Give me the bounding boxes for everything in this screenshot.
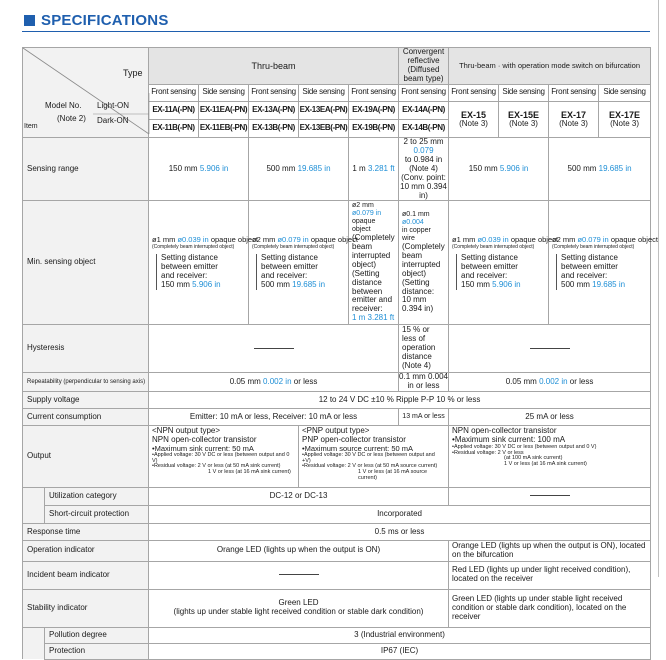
setting-distance-block xyxy=(456,254,545,290)
row-label-output: Output xyxy=(23,426,149,488)
value-metric: 150 mm xyxy=(168,163,198,173)
sensing-range-value xyxy=(249,137,349,201)
model-no-label: Model No. xyxy=(45,101,82,110)
row-label-min-sensing: Min. sensing object xyxy=(23,201,149,325)
row-label-pollution: Pollution degree xyxy=(45,627,149,643)
model-switch-cell xyxy=(499,101,549,137)
value-text: NPN open-collector transistor xyxy=(452,426,557,435)
min-sensing-value-conv xyxy=(399,201,449,325)
utilization-value: DC-12 or DC-13 xyxy=(149,488,449,506)
value-text: and receiver: xyxy=(261,270,308,280)
side-sensing-label: Side sensing xyxy=(599,84,651,101)
repeatability-value xyxy=(149,373,399,392)
model-dark-on: EX-11B(-PN) xyxy=(149,119,199,137)
value-text: 1 V or less (at 16 mA source current) xyxy=(358,469,428,481)
value-note: (Completely beam interrupted object) xyxy=(552,243,635,250)
list-item: • Maximum sink current: 50 mA xyxy=(152,445,295,453)
model-switch: EX-15E xyxy=(508,109,540,120)
model-light-on: EX-19A(-PN) xyxy=(349,101,399,119)
note3-label: (Note 3) xyxy=(559,118,588,128)
value-note: (Setting distance: xyxy=(402,277,435,296)
output-npn-list xyxy=(152,445,295,470)
value-text: and receiver: xyxy=(461,270,508,280)
model-dark-on: EX-19B(-PN) xyxy=(349,119,399,137)
value-metric: 150 mm xyxy=(161,279,190,289)
utilization-value xyxy=(449,488,651,506)
list-item: • Applied voltage: 30 V DC or less (between output and 0 V) xyxy=(152,453,295,465)
model-light-on: EX-14A(-PN) xyxy=(399,101,449,119)
hysteresis-value xyxy=(449,325,651,373)
value-metric: ø2 mm xyxy=(552,235,576,245)
value-metric: ø2 mm xyxy=(252,235,276,245)
value-metric: 500 mm xyxy=(567,163,597,173)
value-inch: 19.685 in xyxy=(292,279,326,289)
item-label: Item xyxy=(24,123,38,130)
row-label-hysteresis: Hysteresis xyxy=(23,325,149,373)
front-sensing-label: Front sensing xyxy=(149,84,199,101)
row-label-operation-indicator: Operation indicator xyxy=(23,541,149,562)
protection-value: IP67 (IEC) xyxy=(149,643,651,659)
light-on-label: Light-ON xyxy=(97,101,130,110)
model-switch: EX-17E xyxy=(609,109,641,120)
value-note: (Completely xyxy=(352,232,395,242)
value-note: (Completely beam interrupted object) xyxy=(252,243,335,250)
title-underline xyxy=(22,31,650,32)
not-applicable-dash xyxy=(530,348,570,349)
not-applicable-dash xyxy=(279,574,319,575)
front-sensing-label: Front sensing xyxy=(349,84,399,101)
incident-indicator-value xyxy=(149,561,449,589)
front-sensing-label: Front sensing xyxy=(549,84,599,101)
min-sensing-value xyxy=(349,201,399,325)
value-text: NPN open-collector transistor xyxy=(152,434,257,444)
sensing-range-value xyxy=(449,137,549,201)
value-text: <PNP output type> xyxy=(302,426,370,435)
model-switch: EX-15 xyxy=(461,109,487,120)
value-note: 10 mm 0.394 in) xyxy=(402,295,434,314)
value-note: emitter and receiver: xyxy=(352,295,393,314)
min-sensing-value xyxy=(249,201,358,325)
hysteresis-value xyxy=(149,325,399,373)
value-inch: 0.002 in xyxy=(263,376,292,386)
list-item: • Maximum sink current: 100 mA xyxy=(452,436,647,445)
dark-on-label: Dark-ON xyxy=(97,116,129,125)
value-metric: 500 mm xyxy=(266,163,296,173)
value-inch: 5.906 in xyxy=(192,279,221,289)
current-value: 25 mA or less xyxy=(449,409,651,426)
value-text: between emitter xyxy=(161,261,218,271)
value-note: beam xyxy=(352,241,373,251)
row-label-short-circuit: Short-circuit protection xyxy=(45,506,149,524)
value-text: and receiver: xyxy=(561,270,608,280)
value-text: between emitter xyxy=(261,261,318,271)
row-label-incident-indicator: Incident beam indicator xyxy=(23,561,149,589)
side-sensing-label: Side sensing xyxy=(499,84,549,101)
output-pnp-list xyxy=(302,445,445,470)
list-item: • Applied voltage: 30 V DC or less (between output and +V) xyxy=(302,453,445,465)
value-inch: ø0.039 in xyxy=(477,235,509,245)
note2-label: (Note 2) xyxy=(57,114,86,123)
repeatability-value-conv: 0.1 mm 0.004 in or less xyxy=(399,372,448,391)
value-metric: 500 mm xyxy=(261,279,290,289)
header-diagonal xyxy=(23,48,149,134)
value-text: opaque object xyxy=(210,235,258,245)
front-sensing-label: Front sensing xyxy=(449,84,499,101)
front-sensing-label: Front sensing xyxy=(399,84,449,101)
sensing-range-value xyxy=(349,137,399,201)
value-text: between emitter xyxy=(561,261,618,271)
model-dark-on: EX-14B(-PN) xyxy=(399,119,449,137)
value-metric: 150 mm xyxy=(468,163,498,173)
value-text: 1 V or less (at 16 mA sink current) xyxy=(208,469,291,476)
value-inch: 19.685 in xyxy=(297,163,331,173)
row-label-protection: Protection xyxy=(45,643,149,659)
row-label-sensing-range: Sensing range xyxy=(23,137,149,201)
model-dark-on: EX-11EB(-PN) xyxy=(199,119,249,137)
side-sensing-label: Side sensing xyxy=(199,84,249,101)
list-item: • Residual voltage: 2 V or less (at 50 mA sink current) xyxy=(152,464,295,470)
value-note: (Completely beam xyxy=(402,241,445,260)
note3-label: (Note 3) xyxy=(459,118,488,128)
spec-table xyxy=(22,47,658,660)
value-metric: 150 mm xyxy=(461,279,490,289)
setting-distance-block xyxy=(156,254,245,290)
operation-indicator-value: Orange LED (lights up when the output is ON) xyxy=(149,541,449,562)
value-text: or less xyxy=(293,376,318,386)
current-value: Emitter: 10 mA or less, Receiver: 10 mA or less xyxy=(149,409,399,426)
thru-beam-switch-header: Thru-beam · with operation mode switch on bifurcation xyxy=(449,48,651,85)
operation-indicator-value: Orange LED (lights up when the output is ON), located on the bifurcation xyxy=(449,541,651,562)
value-inch: 0.079 xyxy=(413,145,434,155)
list-item: • Maximum source current: 50 mA xyxy=(302,445,445,453)
sensing-range-value-conv xyxy=(399,137,449,201)
value-text: (lights up under stable light received condition or stable dark condition) xyxy=(173,607,424,617)
model-dark-on: EX-13EB(-PN) xyxy=(299,119,349,137)
value-inch: ø0.039 in xyxy=(177,235,209,245)
value-inch: 0.002 in xyxy=(539,376,568,386)
list-item: • Applied voltage: 30 V DC or less (between output and 0 V) xyxy=(452,445,647,451)
min-sensing-value xyxy=(149,201,258,325)
value-metric: 500 mm xyxy=(561,279,590,289)
value-note: interrupted object) xyxy=(352,250,391,269)
min-sensing-value xyxy=(549,201,658,325)
type-label: Type xyxy=(123,68,143,78)
value-text: opaque object xyxy=(352,218,376,233)
value-inch: 1 m 3.281 ft xyxy=(352,313,395,323)
note3-label: (Note 3) xyxy=(509,118,538,128)
note3-label: (Note 3) xyxy=(610,118,639,128)
front-sensing-label: Front sensing xyxy=(249,84,299,101)
value-text: or less xyxy=(569,376,594,386)
value-conv-point: (Conv. point: 10 mm 0.394 in) xyxy=(400,172,447,200)
value-note: (Completely beam interrupted object) xyxy=(452,243,535,250)
not-applicable-dash xyxy=(254,348,294,349)
list-item: • Residual voltage: 2 V or less (at 50 mA source current) xyxy=(302,464,445,470)
label-text: Repeatability xyxy=(27,378,62,385)
page-title: SPECIFICATIONS xyxy=(41,11,169,29)
value-metric: ø1 mm xyxy=(452,235,476,245)
incident-indicator-value: Red LED (lights up under light received condition), located on the receiver xyxy=(449,561,651,589)
output-npn-value xyxy=(149,426,299,488)
min-sensing-value xyxy=(449,201,558,325)
value-text: opaque object xyxy=(310,235,358,245)
value-text: Setting distance xyxy=(461,252,518,262)
value-inch: 19.685 in xyxy=(592,279,626,289)
value-note: (Setting distance between xyxy=(352,268,383,296)
model-switch-cell xyxy=(549,101,599,137)
response-value: 0.5 ms or less xyxy=(149,524,651,541)
value-inch: 5.906 in xyxy=(492,279,521,289)
value-text: (at 100 mA sink current) xyxy=(504,455,563,462)
convergent-header: Convergent reflective (Diffused beam type) xyxy=(399,48,449,85)
repeatability-value xyxy=(449,373,651,392)
model-light-on: EX-13EA(-PN) xyxy=(299,101,349,119)
value-inch: 3.281 ft xyxy=(367,163,395,173)
value-metric: ø2 mm xyxy=(352,202,374,210)
value-text: between emitter xyxy=(461,261,518,271)
page-edge-divider xyxy=(658,0,659,577)
value-text: Green LED xyxy=(278,598,319,608)
section-header xyxy=(24,10,169,30)
row-label-supply-voltage: Supply voltage xyxy=(23,392,149,409)
value-text: Setting distance xyxy=(561,252,618,262)
value-text: Setting distance xyxy=(161,252,218,262)
value-text: Setting distance xyxy=(261,252,318,262)
value-text: <NPN output type> xyxy=(152,426,221,435)
side-sensing-label: Side sensing xyxy=(299,84,349,101)
value-metric: ø1 mm xyxy=(152,235,176,245)
value-text: 1 V or less (at 16 mA sink current) xyxy=(504,461,587,468)
value-text: in copper wire xyxy=(402,227,431,242)
stability-indicator-value: Green LED (lights up under stable light received condition or stable dark condition), located on the receiver xyxy=(449,589,651,627)
environment-sub-indent xyxy=(23,627,45,659)
sensing-range-value xyxy=(549,137,651,201)
current-value-conv: 13 mA or less xyxy=(399,409,449,426)
value-inch: 5.906 in xyxy=(199,163,229,173)
value-inch: 5.906 in xyxy=(499,163,529,173)
value-text: PNP open-collector transistor xyxy=(302,434,406,444)
value-inch: ø0.004 xyxy=(402,219,424,227)
output-pnp-value xyxy=(299,426,449,488)
model-light-on: EX-13A(-PN) xyxy=(249,101,299,119)
row-label-response: Response time xyxy=(23,524,149,541)
output-switch-list xyxy=(452,436,647,456)
value-inch: ø0.079 in xyxy=(277,235,309,245)
model-light-on: EX-11A(-PN) xyxy=(149,101,199,119)
model-switch-cell xyxy=(599,101,651,137)
short-circuit-value: Incorporated xyxy=(149,506,651,524)
supply-voltage-value: 12 to 24 V DC ±10 % Ripple P-P 10 % or less xyxy=(149,392,651,409)
model-light-on: EX-11EA(-PN) xyxy=(199,101,249,119)
value-metric: 0.05 mm xyxy=(229,376,261,386)
not-applicable-dash xyxy=(530,495,570,496)
value-text: opaque object xyxy=(610,235,658,245)
type-model-header-cell xyxy=(23,48,149,138)
value-metric: 2 to 25 mm xyxy=(403,136,444,146)
row-label-stability-indicator: Stability indicator xyxy=(23,589,149,627)
row-label-utilization: Utilization category xyxy=(45,488,149,506)
model-dark-on: EX-13B(-PN) xyxy=(249,119,299,137)
value-text: opaque object xyxy=(510,235,558,245)
value-text: and receiver: xyxy=(161,270,208,280)
value-metric: 0.05 mm xyxy=(505,376,537,386)
stability-indicator-value xyxy=(149,589,449,627)
value-note: interrupted object) xyxy=(402,259,441,278)
row-label-current: Current consumption xyxy=(23,409,149,426)
setting-distance-block xyxy=(556,254,647,290)
list-item: • Residual voltage: 2 V or less xyxy=(452,451,647,457)
row-label-repeatability xyxy=(23,373,149,392)
value-metric: 1 m xyxy=(352,163,366,173)
output-switch-value xyxy=(449,426,651,488)
value-text: 15 % or less of operation xyxy=(402,325,436,353)
pollution-value: 3 (Industrial environment) xyxy=(149,627,651,643)
model-switch: EX-17 xyxy=(561,109,587,120)
thru-beam-header: Thru-beam xyxy=(149,48,399,85)
value-text: distance (Note 4) xyxy=(402,352,432,371)
value-inch: ø0.079 in xyxy=(577,235,609,245)
label-note: (perpendicular to sensing axis) xyxy=(63,378,146,385)
section-marker-icon xyxy=(24,15,35,26)
value-metric: ø0.1 mm xyxy=(402,211,430,219)
hysteresis-value-conv xyxy=(399,325,449,373)
sensing-range-value xyxy=(149,137,249,201)
value-inch-note: to 0.984 in (Note 4) xyxy=(404,154,443,173)
value-inch: 19.685 in xyxy=(598,163,632,173)
value-note: (Completely beam interrupted object) xyxy=(152,243,235,250)
output-sub-indent xyxy=(23,488,45,524)
model-switch-cell xyxy=(449,101,499,137)
value-inch: ø0.079 in xyxy=(352,210,382,218)
setting-distance-block xyxy=(256,254,345,290)
